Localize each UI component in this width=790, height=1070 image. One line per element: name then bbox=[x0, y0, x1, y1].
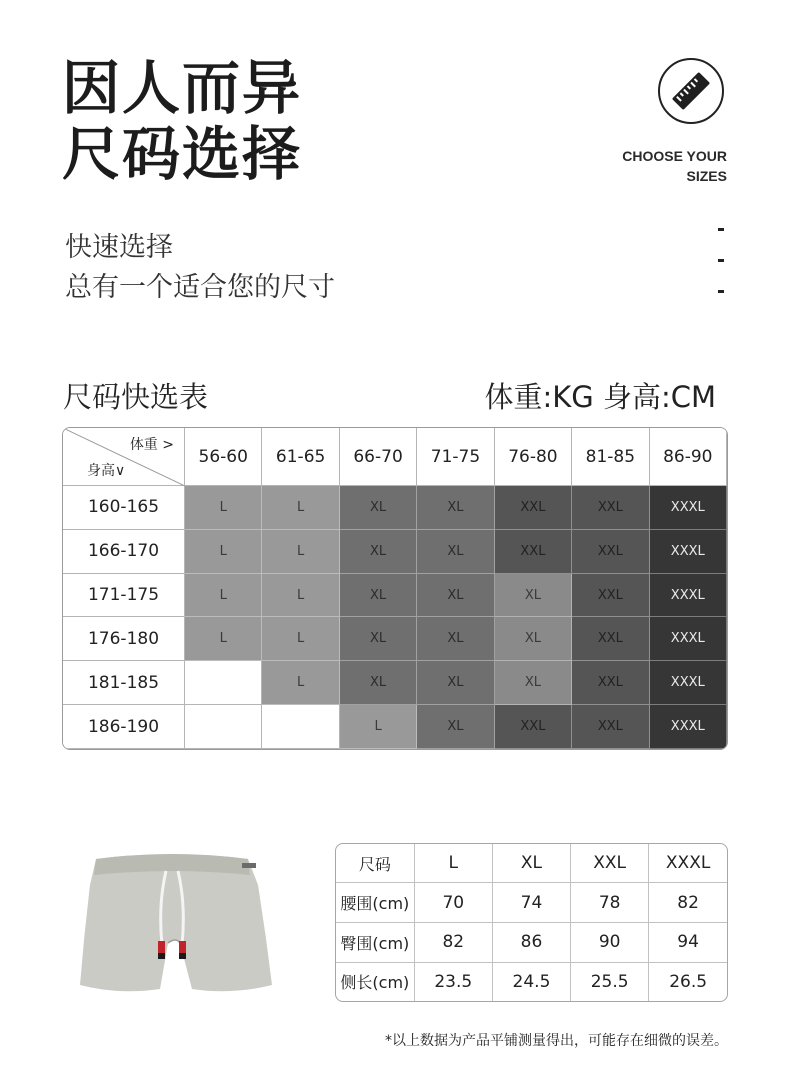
empty-cell bbox=[185, 705, 262, 749]
weight-col-header: 76-80 bbox=[495, 428, 572, 486]
weight-axis-label: 体重 > bbox=[129, 437, 174, 453]
tagline-line2: 总有一个适合您的尺寸 bbox=[65, 272, 335, 303]
waist-value: 70 bbox=[414, 883, 492, 923]
weight-col-header: 56-60 bbox=[185, 428, 262, 486]
size-cell: XXL bbox=[572, 574, 649, 618]
decorative-dashes bbox=[718, 228, 728, 321]
height-row-header: 181-185 bbox=[63, 661, 185, 705]
choose-sizes-caption bbox=[622, 146, 727, 186]
size-cell: XL bbox=[340, 661, 417, 705]
size-cell: L bbox=[262, 486, 339, 530]
size-cell: L bbox=[185, 617, 262, 661]
size-cell: XL bbox=[340, 617, 417, 661]
dash-mark bbox=[718, 228, 724, 231]
size-cell: XXXL bbox=[650, 617, 727, 661]
choose-line1: CHOOSE YOUR bbox=[622, 148, 727, 164]
size-cell: L bbox=[262, 617, 339, 661]
dash-mark bbox=[718, 290, 724, 293]
side-length-value: 23.5 bbox=[414, 962, 492, 1001]
waist-value: 82 bbox=[649, 883, 727, 923]
size-header: 尺码 bbox=[336, 844, 414, 883]
quick-table-units: 体重:KG 身高:CM bbox=[484, 380, 716, 414]
hip-value: 94 bbox=[649, 922, 727, 962]
size-cell: L bbox=[262, 574, 339, 618]
hip-value: 82 bbox=[414, 922, 492, 962]
hero-title-line2: 尺码选择 bbox=[62, 120, 303, 188]
height-row-header: 166-170 bbox=[63, 530, 185, 574]
size-cell: XXL bbox=[572, 661, 649, 705]
height-row-header: 186-190 bbox=[63, 705, 185, 749]
quick-table-title: 尺码快选表 bbox=[63, 380, 209, 414]
side-length-value: 25.5 bbox=[571, 962, 649, 1001]
empty-cell bbox=[262, 705, 339, 749]
size-col-xl: XL bbox=[492, 844, 570, 883]
size-cell: L bbox=[185, 574, 262, 618]
size-cell: XL bbox=[340, 574, 417, 618]
size-cell: XXXL bbox=[650, 486, 727, 530]
tagline-line1: 快速选择 bbox=[65, 232, 173, 263]
measurement-table bbox=[335, 843, 728, 1002]
size-grid bbox=[63, 428, 727, 749]
size-cell: XXXL bbox=[650, 530, 727, 574]
hip-value: 90 bbox=[571, 922, 649, 962]
size-col-xxl: XXL bbox=[571, 844, 649, 883]
size-col-l: L bbox=[414, 844, 492, 883]
hip-value: 86 bbox=[492, 922, 570, 962]
size-cell: XXL bbox=[572, 617, 649, 661]
size-cell: L bbox=[185, 486, 262, 530]
waist-value: 74 bbox=[492, 883, 570, 923]
size-cell: XL bbox=[417, 661, 494, 705]
hip-label: 臀围(cm) bbox=[336, 922, 414, 962]
size-cell: XXL bbox=[572, 705, 649, 749]
size-cell: L bbox=[262, 530, 339, 574]
weight-col-header: 61-65 bbox=[262, 428, 339, 486]
size-cell: XL bbox=[417, 530, 494, 574]
weight-col-header: 81-85 bbox=[572, 428, 649, 486]
size-quick-table bbox=[62, 427, 728, 750]
tagline bbox=[65, 228, 335, 308]
hero-title-line1: 因人而异 bbox=[62, 54, 303, 122]
product-shorts-image bbox=[72, 845, 277, 1005]
side-length-row bbox=[336, 962, 727, 1001]
size-cell: XXXL bbox=[650, 574, 727, 618]
height-row-header: 160-165 bbox=[63, 486, 185, 530]
height-row-header: 176-180 bbox=[63, 617, 185, 661]
side-length-value: 26.5 bbox=[669, 971, 708, 992]
weight-col-header: 66-70 bbox=[340, 428, 417, 486]
corner-header bbox=[63, 428, 185, 486]
ruler-icon bbox=[658, 58, 724, 124]
size-col-xxxl: XXXL bbox=[649, 844, 727, 883]
size-cell: XXL bbox=[495, 705, 572, 749]
weight-col-header: 86-90 bbox=[650, 428, 727, 486]
waist-row bbox=[336, 883, 727, 923]
empty-cell bbox=[185, 661, 262, 705]
size-cell: XL bbox=[340, 530, 417, 574]
size-cell: XXXL bbox=[650, 705, 727, 749]
size-cell: XL bbox=[417, 574, 494, 618]
size-cell: L bbox=[340, 705, 417, 749]
weight-col-header: 71-75 bbox=[417, 428, 494, 486]
footnote: *以上数据为产品平铺测量得出，可能存在细微的误差。 bbox=[385, 1033, 728, 1049]
size-cell: XXXL bbox=[650, 661, 727, 705]
size-cell: XL bbox=[417, 705, 494, 749]
height-axis-label: 身高∨ bbox=[87, 463, 126, 479]
measurement-grid bbox=[336, 844, 727, 1001]
size-cell: XXL bbox=[572, 530, 649, 574]
dash-mark bbox=[718, 259, 724, 262]
height-row-header: 171-175 bbox=[63, 574, 185, 618]
size-cell: XXL bbox=[495, 486, 572, 530]
size-cell: XL bbox=[417, 617, 494, 661]
waist-value: 78 bbox=[571, 883, 649, 923]
size-cell: L bbox=[185, 530, 262, 574]
waist-label: 腰围(cm) bbox=[336, 883, 414, 923]
side-length-label: 侧长(cm) bbox=[336, 962, 414, 1001]
choose-line2: SIZES bbox=[686, 168, 727, 184]
size-cell: L bbox=[262, 661, 339, 705]
size-cell: XXL bbox=[572, 486, 649, 530]
side-length-value: 24.5 bbox=[492, 962, 570, 1001]
size-cell: XL bbox=[495, 661, 572, 705]
size-cell: XL bbox=[495, 574, 572, 618]
size-cell: XXL bbox=[495, 530, 572, 574]
measurement-header-row bbox=[336, 844, 727, 883]
hero-title bbox=[62, 55, 302, 187]
size-cell: XL bbox=[495, 617, 572, 661]
size-cell: XL bbox=[417, 486, 494, 530]
size-cell: XL bbox=[340, 486, 417, 530]
hip-row bbox=[336, 922, 727, 962]
